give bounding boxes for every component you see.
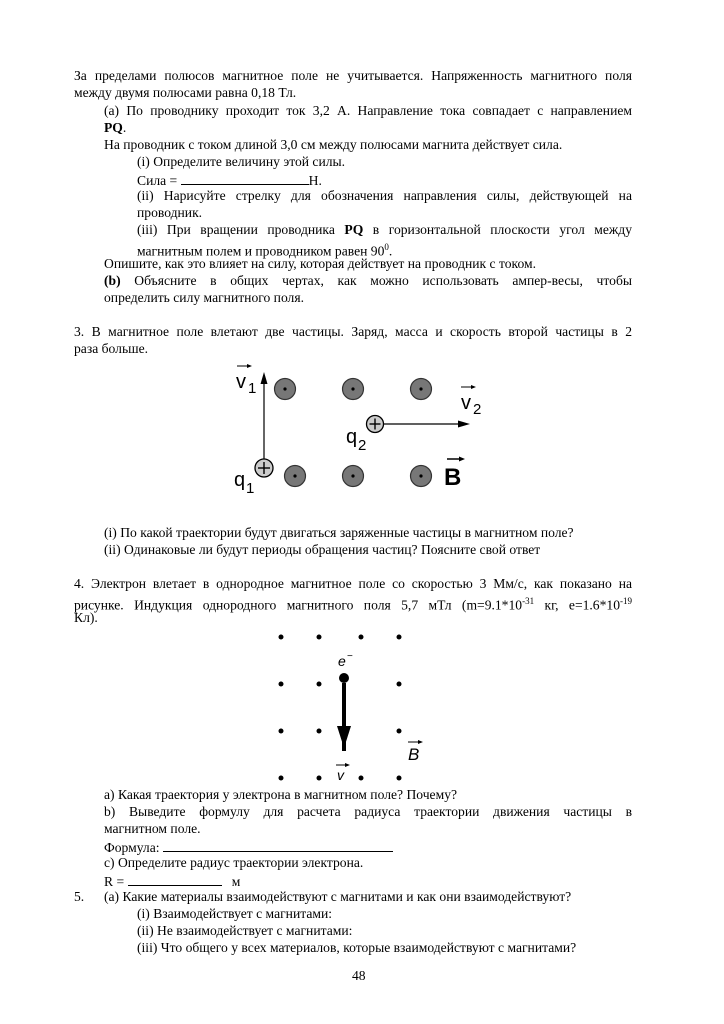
question-4-b: b) Выведите формулу для расчета радиуса траектории движения частицы в	[104, 804, 632, 819]
question-5-number: 5.	[74, 889, 85, 904]
text-line: рисунке. Индукция однородного магнитного поля 5,7 мТл ($m=9.1*10^{-31}$ кг, $e=1.6*10^{-19}$	[74, 596, 632, 613]
field-dot	[359, 776, 364, 781]
field-dot	[279, 776, 284, 781]
text-line: между двумя полюсами равна 0,18 Тл.	[74, 85, 297, 100]
question-5-a: (a) Какие материалы взаимодействуют с магнитами и как они взаимодействуют?	[104, 889, 572, 904]
text-line: определить силу магнитного поля.	[104, 290, 304, 305]
text-line: На проводник с током длиной 3,0 см между полюсами магнита действует сила.	[104, 137, 563, 152]
text-line: магнитном поле.	[104, 821, 201, 836]
text-line: PQ.	[104, 120, 127, 135]
electron	[339, 673, 349, 683]
label-q2: q	[346, 426, 358, 448]
field-dot	[317, 635, 322, 640]
text-line: (iii) При вращении проводника PQ в горизонтальной плоскости угол между	[137, 222, 632, 237]
answer-line-radius: R = м	[104, 874, 241, 889]
svg-text:−: −	[347, 651, 353, 662]
text-line: (a) По проводнику проходит ток 3,2 А. Направление тока совпадает с направлением	[104, 103, 632, 118]
text-line: (ii) Нарисуйте стрелку для обозначения направления силы, действующей на	[137, 188, 632, 203]
svg-text:2: 2	[358, 437, 367, 454]
label-electron: e	[338, 653, 346, 669]
field-dot	[317, 776, 322, 781]
question-3-ii: (ii) Одинаковые ли будут периоды обращения частиц? Поясните свой ответ	[104, 542, 541, 557]
label-B: B	[444, 464, 462, 491]
page-number: 48	[352, 968, 366, 983]
text-line: (b) Объясните в общих чертах, как можно использовать ампер-весы, чтобы	[104, 273, 632, 288]
label-v: v	[337, 767, 344, 783]
question-4-text: 4. Электрон влетает в однородное магнитное поле со скоростью 3 Мм/с, как показано на	[74, 576, 632, 591]
text-line: За пределами полюсов магнитное поле не учитывается. Напряженность магнитного поля	[74, 68, 632, 83]
field-dot	[279, 729, 284, 734]
label-B: B	[408, 745, 420, 764]
answer-line-formula: Формула:	[104, 838, 393, 856]
text-line: раза больше.	[74, 341, 149, 356]
answer-line-force: Сила = Н.	[137, 173, 322, 188]
text-line: магнитным полем и проводником равен $90^0$.	[137, 242, 393, 259]
field-dot	[397, 729, 402, 734]
field-dot	[359, 635, 364, 640]
field-dot	[279, 682, 284, 687]
question-5-ii: (ii) Не взаимодействует с магнитами:	[137, 923, 353, 938]
field-dot	[397, 635, 402, 640]
svg-text:2: 2	[473, 401, 482, 418]
field-dot	[279, 635, 284, 640]
field-dot	[397, 682, 402, 687]
text-line: Кл).	[74, 610, 98, 625]
question-3-text: 3. В магнитное поле влетают две частицы. Заряд, масса и скорость второй частицы в 2	[74, 324, 632, 339]
text-line: (i) Определите величину этой силы.	[137, 154, 346, 169]
question-4-a: a) Какая траектория у электрона в магнитном поле? Почему?	[104, 787, 458, 802]
svg-text:1: 1	[246, 480, 255, 497]
label-q1: q	[234, 469, 246, 491]
question-3-i: (i) По какой траектории будут двигаться заряженные частицы в магнитном поле?	[104, 525, 574, 540]
question-4-c: c) Определите радиус траектории электрона.	[104, 855, 364, 870]
question-5-iii: (iii) Что общего у всех материалов, которые взаимодействуют с магнитами?	[137, 940, 577, 955]
field-dot	[317, 682, 322, 687]
text-line: Опишите, как это влияет на силу, которая действует на проводник с током.	[104, 256, 536, 271]
figure-two-particles	[215, 362, 515, 507]
field-dot	[317, 729, 322, 734]
text-line: проводник.	[137, 205, 203, 220]
figure-electron	[268, 628, 428, 784]
label-v2: v	[461, 392, 471, 414]
label-v1: v	[236, 371, 246, 393]
svg-text:1: 1	[248, 380, 257, 397]
field-dot	[397, 776, 402, 781]
question-5-i: (i) Взаимодействует с магнитами:	[137, 906, 333, 921]
